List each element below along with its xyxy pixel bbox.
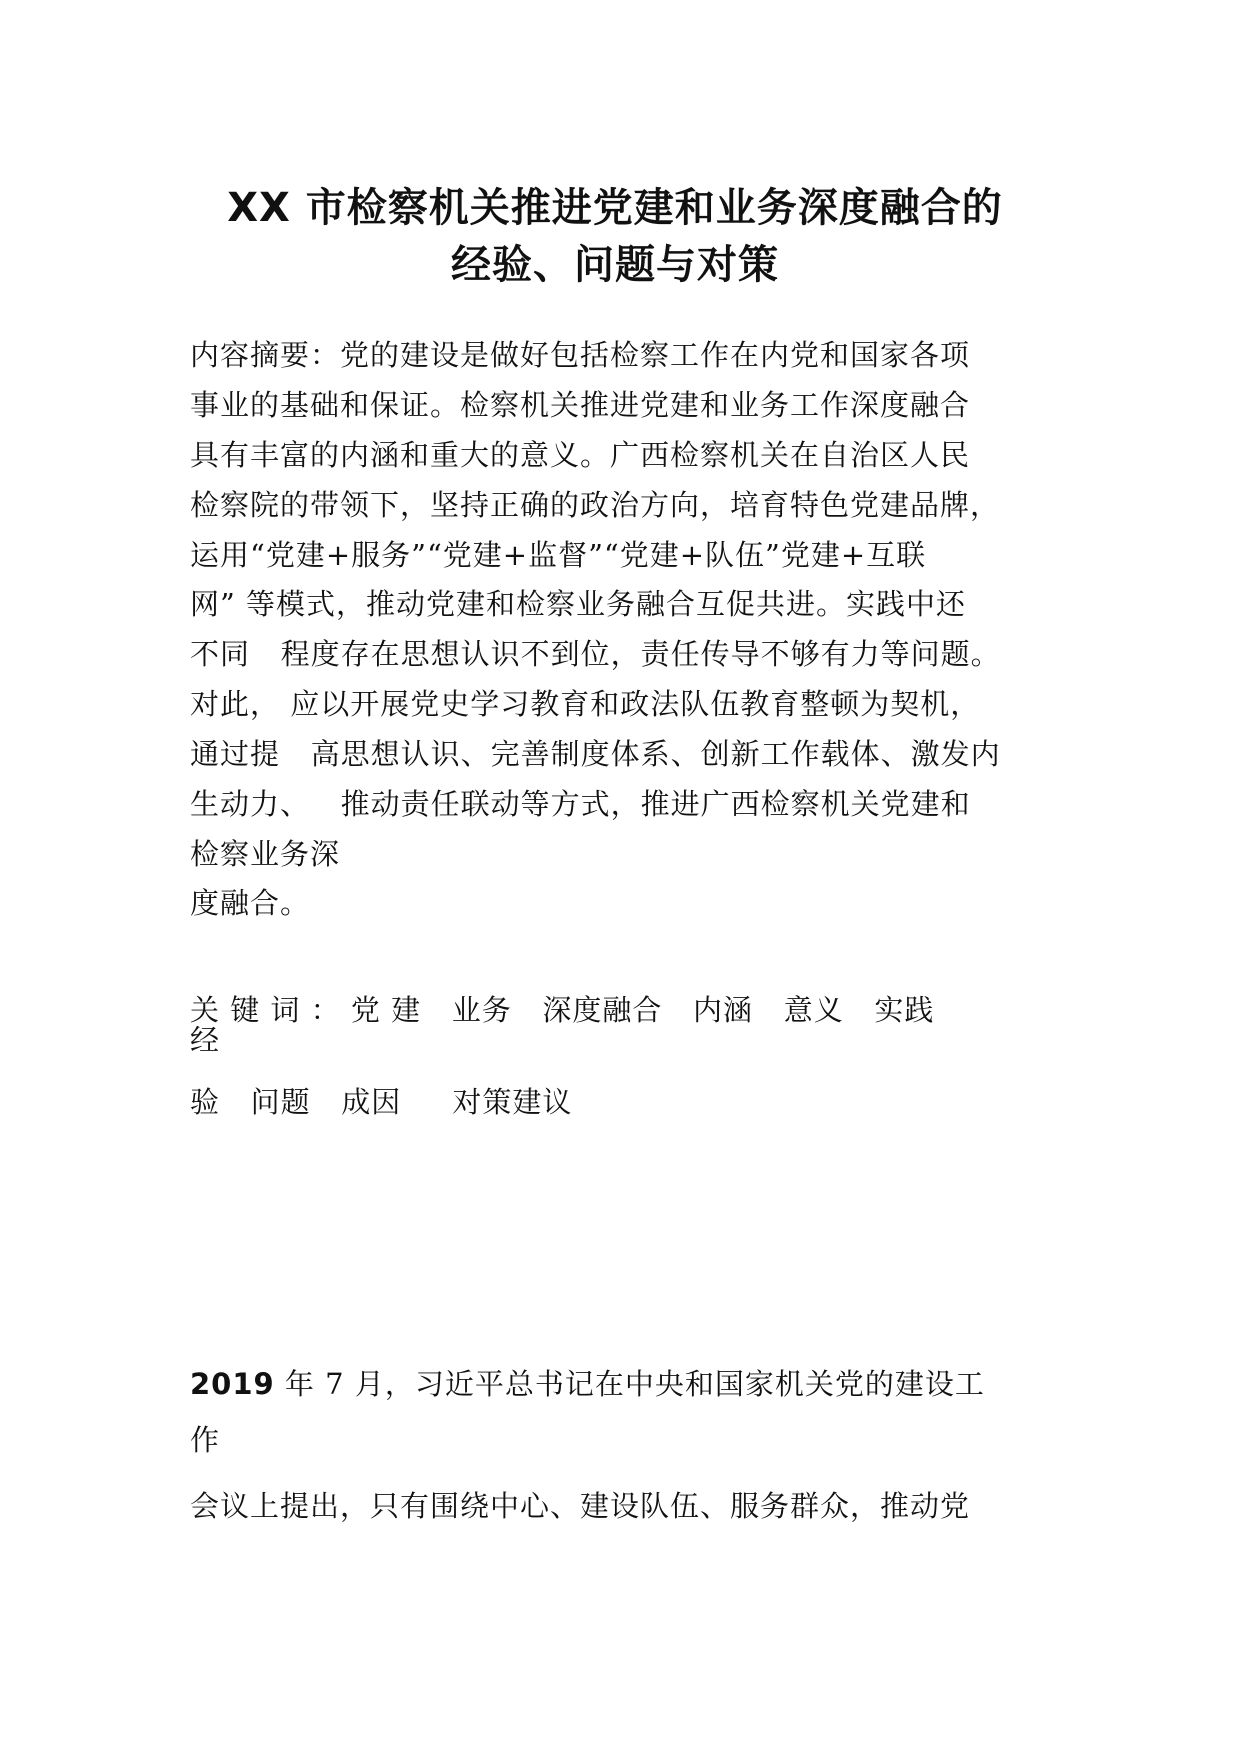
body-line-text: 年 7 月，习近平总书记在中央和国家机关党的建设工 (274, 1367, 985, 1401)
abstract-line: 事业的基础和保证。检察机关推进党建和业务工作深度融合 (190, 388, 971, 422)
body-year: 2019 (190, 1367, 275, 1401)
abstract-line: 度融合。 (190, 886, 311, 920)
document-title-line-2: 经验、问题与对策 (451, 242, 779, 288)
abstract-line: 检察院的带领下，坚持正确的政治方向，培育特色党建品牌， (190, 488, 1001, 522)
abstract-line: 不同 程度存在思想认识不到位，责任传导不够有力等问题。 (190, 637, 1001, 671)
abstract-line: 生动力、 推动责任联动等方式，推进广西检察机关党建和 (190, 787, 971, 821)
keywords-line: 验 问题 成因 对策建议 (190, 1085, 573, 1119)
abstract-line: 对此， 应以开展党史学习教育和政法队伍教育整顿为契机， (190, 687, 981, 721)
body-paragraph-line: 会议上提出，只有围绕中心、建设队伍、服务群众，推动党 (190, 1489, 971, 1523)
abstract-line: 检察业务深 (190, 837, 341, 871)
abstract-line: 具有丰富的内涵和重大的意义。广西检察机关在自治区人民 (190, 438, 971, 472)
abstract-line: 网” 等模式，推动党建和检察业务融合互促共进。实践中还 (190, 587, 967, 621)
body-paragraph-line (190, 1364, 985, 1404)
abstract-line: 内容摘要：党的建设是做好包括检察工作在内党和国家各项 (190, 338, 971, 372)
abstract-line: 运用“党建+服务”“党建+监督”“党建+队伍”党建+互联 (190, 538, 927, 572)
document-title-line-1: XX 市检察机关推进党建和业务深度融合的 (227, 185, 1003, 231)
keywords-line: 关 键 词 ： 党 建 业务 深度融合 内涵 意义 实践 (190, 993, 935, 1027)
keywords-line: 经 (190, 1023, 221, 1057)
abstract-line: 通过提 高思想认识、完善制度体系、创新工作载体、激发内 (190, 737, 1001, 771)
body-paragraph-line: 作 (190, 1423, 221, 1457)
